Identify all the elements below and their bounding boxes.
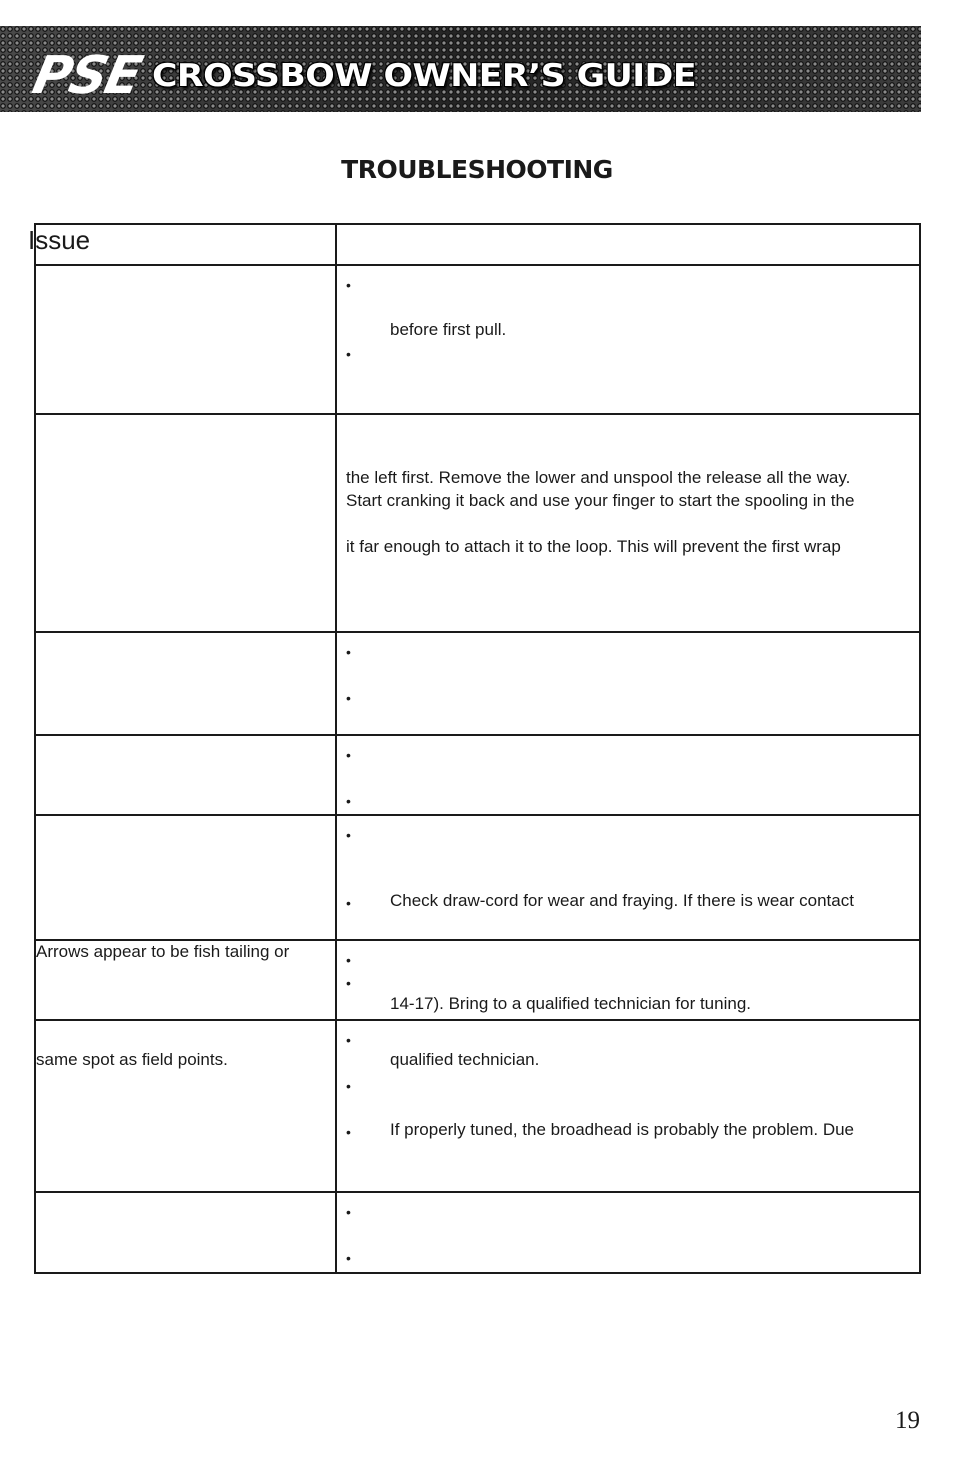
issue-text: same spot as field points. (36, 1050, 228, 1069)
solution-line: qualified technician. (390, 1050, 540, 1069)
table-row (35, 1020, 920, 1192)
page-title: TROUBLESHOOTING (341, 155, 613, 184)
issue-text: Arrows appear to be fish tailing or (36, 942, 290, 961)
solution-cell (336, 735, 920, 815)
bullet-mark: • (346, 277, 351, 293)
issue-cell (35, 1020, 336, 1192)
bullet-mark: • (346, 975, 351, 991)
solution-line: the left first. Remove the lower and unspool the release all the way. (346, 468, 851, 487)
issue-cell (35, 815, 336, 940)
solution-cell (336, 632, 920, 735)
banner-title: CROSSBOW OWNER’S GUIDE (152, 58, 696, 94)
solution-line: before first pull. (390, 320, 507, 339)
table-row (35, 632, 920, 735)
troubleshooting-table (28, 223, 921, 1274)
solution-cell (336, 414, 920, 632)
bullet-mark: • (346, 644, 351, 660)
issue-cell (35, 735, 336, 815)
issue-cell (35, 632, 336, 735)
table-row (35, 414, 920, 632)
column-header-solution (336, 224, 920, 265)
solution-line: Start cranking it back and use your finger to start the spooling in the (346, 491, 855, 510)
solution-line: Check draw-cord for wear and fraying. If there is wear contact (390, 891, 854, 910)
page-number: 19 (895, 1407, 920, 1434)
bullet-mark: • (346, 690, 351, 706)
issue-cell (35, 1192, 336, 1273)
bullet-mark: • (346, 1250, 351, 1266)
table-row (35, 940, 920, 1020)
bullet-mark: • (346, 793, 351, 809)
bullet-mark: • (346, 1204, 351, 1220)
bullet-mark: • (346, 1032, 351, 1048)
bullet-mark: • (346, 952, 351, 968)
solution-cell (336, 940, 920, 1020)
bullet-mark: • (346, 747, 351, 763)
issue-cell (35, 414, 336, 632)
bullet-mark: • (346, 827, 351, 843)
solution-line: If properly tuned, the broadhead is probably the problem. Due (390, 1120, 855, 1139)
solution-cell (336, 1192, 920, 1273)
table-header-row (35, 224, 920, 265)
bullet-mark: • (346, 346, 351, 362)
issue-cell (35, 265, 336, 414)
bullet-mark: • (346, 1124, 351, 1140)
table-row (35, 1192, 920, 1273)
pse-logo: PSE (27, 46, 146, 106)
bullet-mark: • (346, 895, 351, 911)
solution-line: 14-17). Bring to a qualified technician for tuning. (390, 994, 752, 1013)
table-row (35, 815, 920, 940)
solution-cell (336, 265, 920, 414)
table-row (35, 735, 920, 815)
table-row (35, 265, 920, 414)
bullet-mark: • (346, 1078, 351, 1094)
header-banner (0, 26, 921, 112)
column-header-issue: Issue (35, 224, 336, 265)
solution-cell (336, 1020, 920, 1192)
solution-cell (336, 815, 920, 940)
issue-cell (35, 940, 336, 1020)
solution-line: it far enough to attach it to the loop. This will prevent the first wrap (346, 537, 841, 556)
